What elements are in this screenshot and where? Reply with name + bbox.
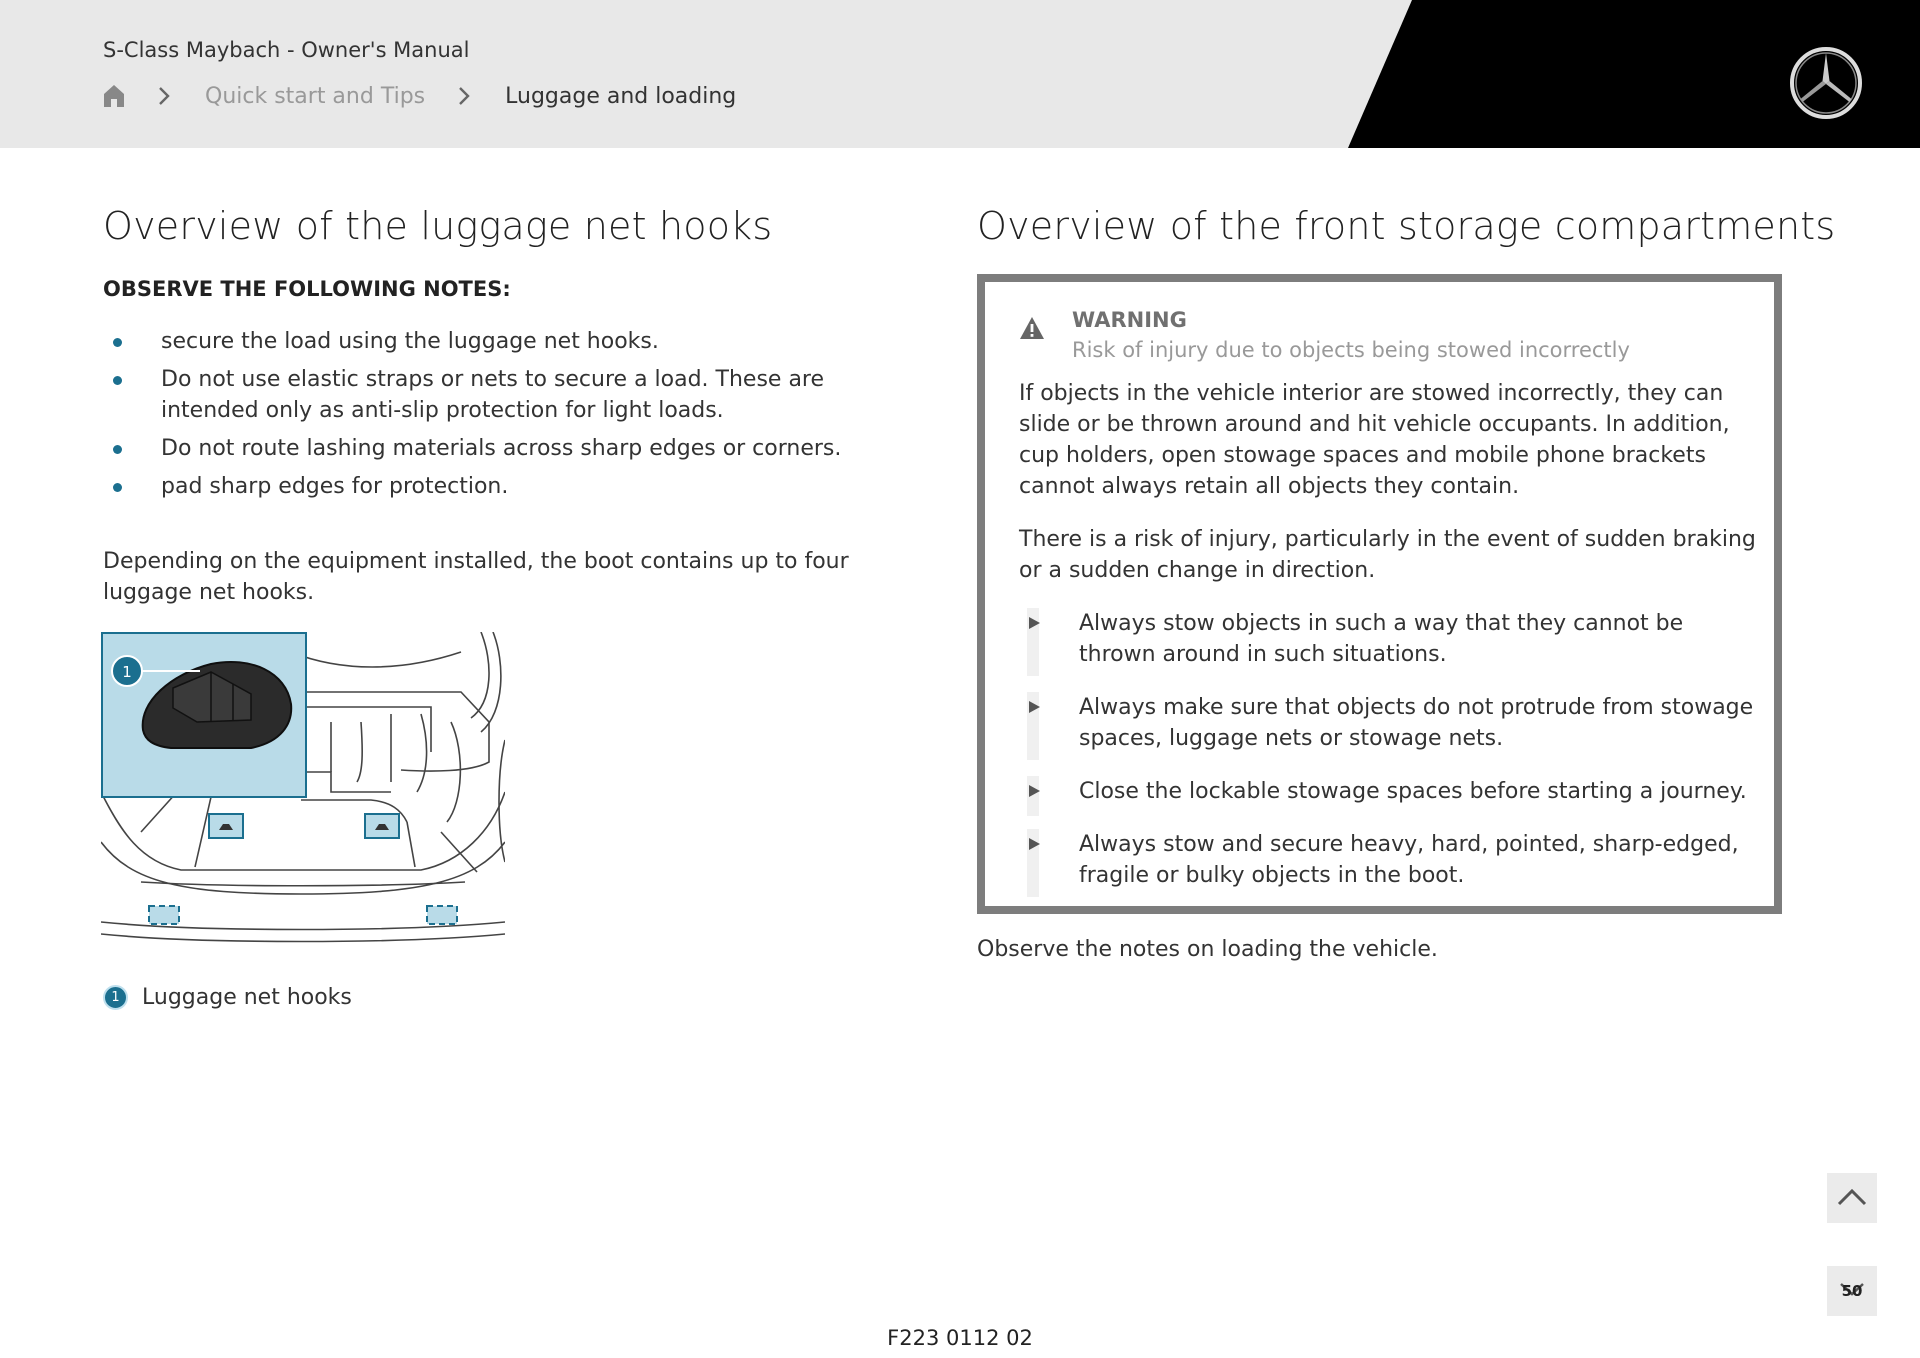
list-item-text: secure the load using the luggage net hooks. bbox=[161, 329, 659, 354]
notes-heading: OBSERVE THE FOLLOWING NOTES: bbox=[103, 277, 511, 301]
step-text: Always stow objects in such a way that they cannot be thrown around in such situations. bbox=[1079, 611, 1684, 667]
chevron-right-icon bbox=[457, 85, 471, 107]
bullet-dot bbox=[113, 338, 122, 347]
breadcrumb-current: Luggage and loading bbox=[505, 83, 737, 109]
arrow-right-icon bbox=[1027, 616, 1041, 630]
step-item bbox=[1019, 692, 1759, 754]
section-title-luggage-net-hooks: Overview of the luggage net hooks bbox=[103, 204, 773, 248]
arrow-right-icon bbox=[1027, 700, 1041, 714]
arrow-right-icon bbox=[1027, 837, 1041, 851]
section-title-front-storage: Overview of the front storage compartments bbox=[977, 204, 1836, 248]
warning-subtitle: Risk of injury due to objects being stowed incorrectly bbox=[1072, 338, 1630, 362]
bullet-dot bbox=[113, 483, 122, 492]
step-text: Always stow and secure heavy, hard, pointed, sharp-edged, fragile or bulky objects in the boot. bbox=[1079, 832, 1739, 888]
boot-hooks-paragraph: Depending on the equipment installed, the boot contains up to four luggage net hooks. bbox=[103, 549, 849, 605]
warning-paragraph: If objects in the vehicle interior are stowed incorrectly, they can slide or be thrown around and hit vehicle occupants. In addition, cup holders, open stowage spaces and mobile phone brackets cannot always retain all objects they contain. bbox=[1019, 381, 1730, 499]
list-item-text: Do not route lashing materials across sharp edges or corners. bbox=[161, 436, 842, 461]
legend-number-badge: 1 bbox=[103, 985, 128, 1010]
step-text: Always make sure that objects do not protrude from stowage spaces, luggage nets or stowage nets. bbox=[1079, 695, 1754, 751]
step-item bbox=[1019, 776, 1759, 807]
mercedes-star-icon bbox=[1788, 45, 1864, 121]
page-number: 50 bbox=[1841, 1282, 1863, 1300]
warning-label: WARNING bbox=[1072, 308, 1187, 332]
list-item bbox=[103, 364, 883, 426]
legend-label: Luggage net hooks bbox=[142, 985, 352, 1010]
list-item bbox=[103, 326, 883, 357]
list-item-text: pad sharp edges for protection. bbox=[161, 474, 509, 499]
observe-notes-text: Observe the notes on loading the vehicle. bbox=[977, 937, 1438, 962]
chevron-right-icon bbox=[157, 85, 171, 107]
page-number-button[interactable] bbox=[1827, 1266, 1877, 1316]
scroll-to-top-button[interactable] bbox=[1827, 1173, 1877, 1223]
figure-legend bbox=[103, 985, 352, 1010]
home-icon[interactable] bbox=[103, 84, 125, 108]
warning-triangle-icon bbox=[1019, 316, 1045, 340]
list-item bbox=[103, 471, 883, 502]
header-black-panel bbox=[0, 0, 1920, 148]
header bbox=[0, 0, 1920, 148]
luggage-net-hooks-illustration bbox=[101, 632, 505, 948]
figure-code: F223 0112 02 bbox=[887, 1326, 1033, 1350]
list-item-text: Do not use elastic straps or nets to secure a load. These are intended only as anti-slip protection for light loads. bbox=[161, 367, 825, 423]
step-item bbox=[1019, 608, 1759, 670]
breadcrumb bbox=[103, 80, 736, 112]
breadcrumb-link-quick-start[interactable]: Quick start and Tips bbox=[205, 83, 426, 109]
figure-callout-1: 1 bbox=[122, 663, 132, 681]
warning-box bbox=[977, 274, 1782, 914]
list-item bbox=[103, 433, 883, 464]
step-item bbox=[1019, 829, 1759, 891]
arrow-right-icon bbox=[1027, 784, 1041, 798]
warning-steps bbox=[1019, 608, 1759, 913]
bullet-dot bbox=[113, 376, 122, 385]
notes-list bbox=[103, 326, 883, 509]
chevron-up-icon bbox=[1827, 1173, 1877, 1223]
step-text: Close the lockable stowage spaces before starting a journey. bbox=[1079, 779, 1747, 804]
warning-paragraph: There is a risk of injury, particularly in the event of sudden braking or a sudden change in direction. bbox=[1019, 527, 1756, 583]
doc-title: S-Class Maybach - Owner's Manual bbox=[103, 38, 470, 62]
bullet-dot bbox=[113, 445, 122, 454]
